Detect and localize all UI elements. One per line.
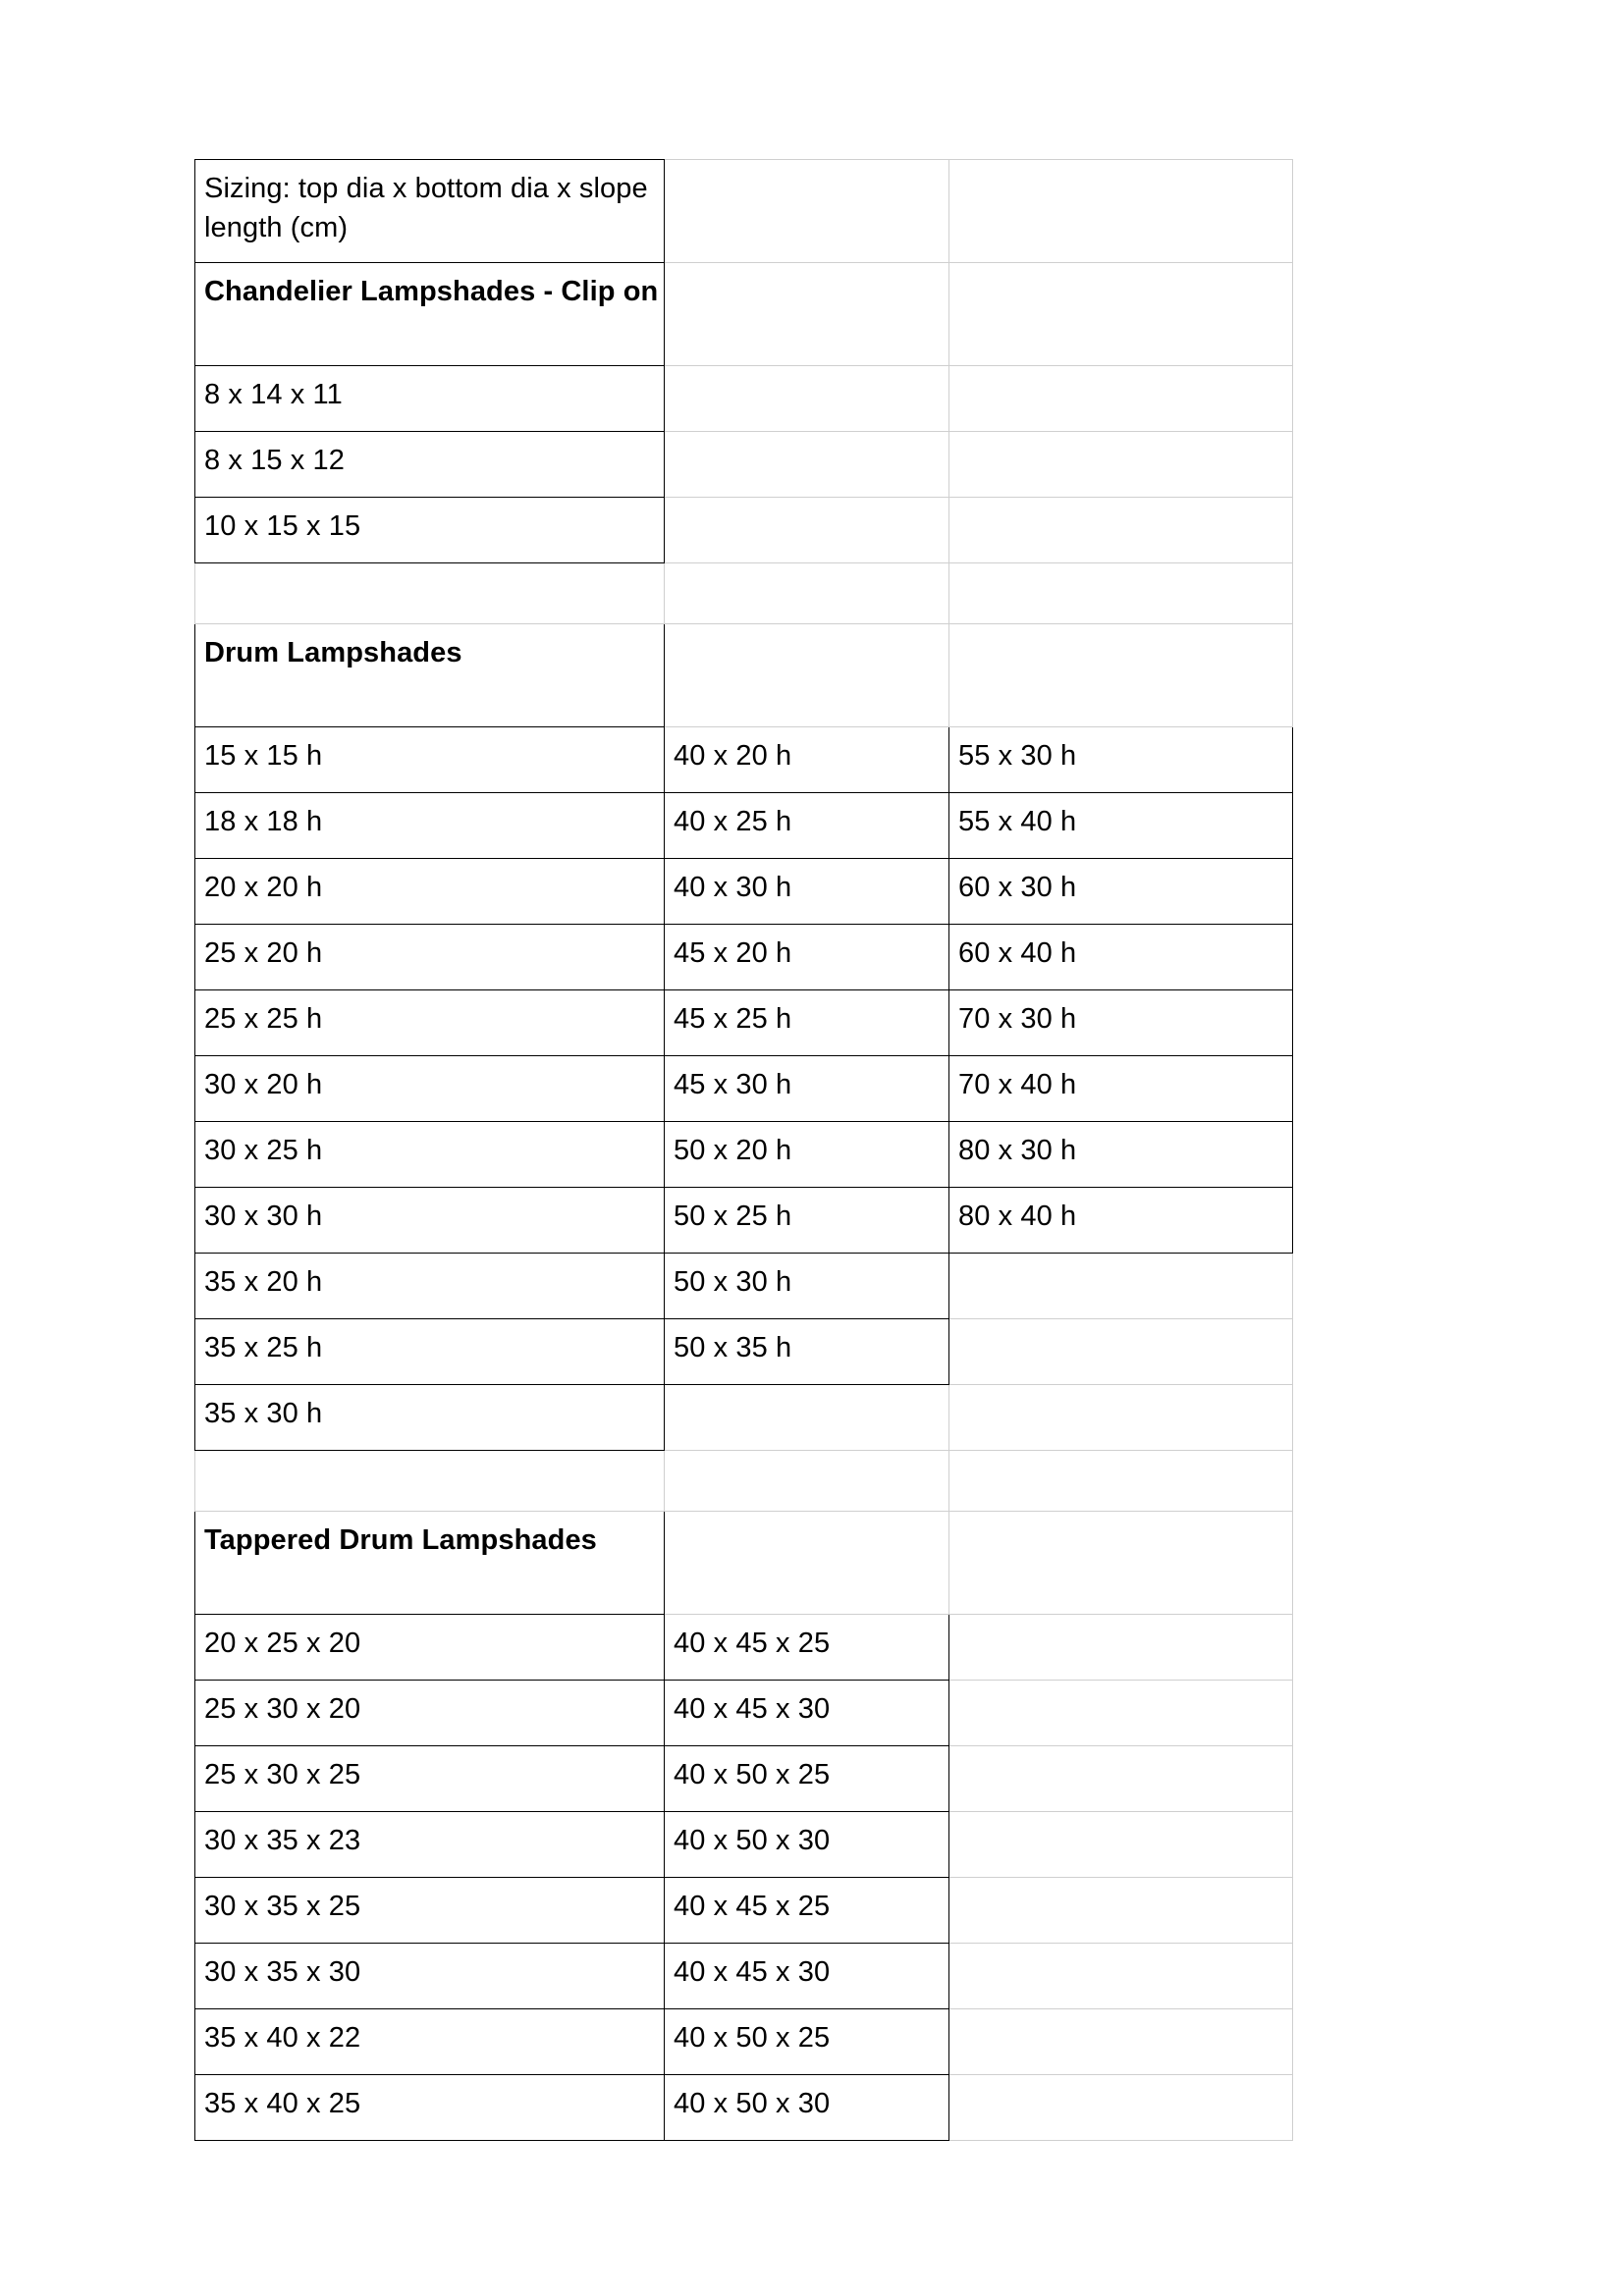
table-row [195,925,1293,990]
cell-text: 40 x 45 x 30 [674,1956,831,1988]
table-row [195,1451,1293,1512]
size-value-cell [665,1056,949,1122]
empty-cell [949,1878,1293,1944]
cell-text: 18 x 18 h [204,806,323,837]
size-value-cell [665,727,949,793]
cell-text: 30 x 30 h [204,1201,323,1232]
size-value-cell [665,1746,949,1812]
table-row [195,1056,1293,1122]
size-value-cell [665,793,949,859]
table-row [195,1319,1293,1385]
table-row [195,1878,1293,1944]
size-value-cell [195,793,665,859]
table-row [195,498,1293,563]
table-row [195,1254,1293,1319]
empty-cell [949,2075,1293,2141]
cell-text: 40 x 30 h [674,872,792,903]
table-row [195,160,1293,263]
size-value-cell [195,366,665,432]
sizing-note-cell [949,160,1293,263]
table-row [195,793,1293,859]
empty-cell [665,366,949,432]
size-value-cell [195,1385,665,1451]
size-value-cell [665,1254,949,1319]
empty-cell [949,1254,1293,1319]
section-header-cell [195,624,665,727]
spacer-cell [949,563,1293,624]
size-value-cell [949,727,1293,793]
cell-text: 40 x 50 x 30 [674,2088,831,2119]
cell-text: 50 x 20 h [674,1135,792,1166]
size-value-cell [195,2009,665,2075]
cell-text: 15 x 15 h [204,740,323,772]
size-value-cell [949,1188,1293,1254]
empty-cell [665,498,949,563]
cell-text: 40 x 45 x 25 [674,1628,831,1659]
cell-text: 80 x 30 h [958,1135,1077,1166]
size-value-cell [949,990,1293,1056]
cell-text: 8 x 14 x 11 [204,379,343,410]
cell-text: Tappered Drum Lampshades [204,1524,597,1556]
size-value-cell [949,1056,1293,1122]
table-row [195,432,1293,498]
section-header-cell [665,263,949,366]
size-value-cell [949,925,1293,990]
size-value-cell [665,1944,949,2009]
cell-text: 40 x 45 x 30 [674,1693,831,1725]
spacer-cell [665,1451,949,1512]
sizing-note-cell [665,160,949,263]
table-row [195,1385,1293,1451]
cell-text: 80 x 40 h [958,1201,1077,1232]
empty-cell [949,366,1293,432]
size-value-cell [195,2075,665,2141]
size-value-cell [665,1122,949,1188]
cell-text: 40 x 50 x 25 [674,1759,831,1790]
cell-text: 45 x 20 h [674,937,792,969]
size-value-cell [949,1122,1293,1188]
size-value-cell [195,727,665,793]
size-value-cell [195,1746,665,1812]
table-row [195,859,1293,925]
empty-cell [949,1746,1293,1812]
size-value-cell [665,1878,949,1944]
cell-text: Drum Lampshades [204,637,462,668]
section-header-cell [949,624,1293,727]
size-value-cell [195,1254,665,1319]
cell-text: 35 x 30 h [204,1398,323,1429]
empty-cell [949,1944,1293,2009]
empty-cell [949,498,1293,563]
section-header-cell [195,263,665,366]
cell-text: 40 x 25 h [674,806,792,837]
empty-cell [949,2009,1293,2075]
table-row [195,624,1293,727]
table-row [195,1615,1293,1681]
size-value-cell [195,1878,665,1944]
cell-text: 30 x 35 x 30 [204,1956,361,1988]
size-value-cell [195,925,665,990]
table-row [195,366,1293,432]
table-row [195,2009,1293,2075]
size-value-cell [665,925,949,990]
size-value-cell [665,2009,949,2075]
size-value-cell [949,793,1293,859]
cell-text: 25 x 25 h [204,1003,323,1035]
empty-cell [949,1385,1293,1451]
table-row [195,263,1293,366]
section-header-cell [195,1512,665,1615]
cell-text: 45 x 25 h [674,1003,792,1035]
cell-text: 40 x 45 x 25 [674,1891,831,1922]
cell-text: 55 x 30 h [958,740,1077,772]
cell-text: 70 x 30 h [958,1003,1077,1035]
size-value-cell [665,1812,949,1878]
lampshade-sizing-table [194,159,1293,2141]
cell-text: 10 x 15 x 15 [204,510,361,542]
cell-text: 60 x 30 h [958,872,1077,903]
size-value-cell [665,2075,949,2141]
size-value-cell [195,1812,665,1878]
table-row [195,1944,1293,2009]
spacer-cell [195,1451,665,1512]
size-value-cell [665,990,949,1056]
cell-text: 30 x 35 x 23 [204,1825,361,1856]
cell-text: 20 x 20 h [204,872,323,903]
cell-text: 35 x 20 h [204,1266,323,1298]
cell-text: 20 x 25 x 20 [204,1628,361,1659]
empty-cell [949,1319,1293,1385]
cell-text: 50 x 25 h [674,1201,792,1232]
sizing-note-cell [195,160,665,263]
cell-text: 70 x 40 h [958,1069,1077,1100]
cell-text: 35 x 40 x 25 [204,2088,361,2119]
size-value-cell [665,1615,949,1681]
section-header-cell [949,263,1293,366]
cell-text: 50 x 30 h [674,1266,792,1298]
cell-text: Sizing: top dia x bottom dia x slope length (cm) [204,173,648,244]
size-value-cell [195,432,665,498]
spacer-cell [665,563,949,624]
table-row [195,1188,1293,1254]
size-value-cell [195,1188,665,1254]
table-body [195,160,1293,2141]
cell-text: 25 x 20 h [204,937,323,969]
cell-text: 35 x 40 x 22 [204,2022,361,2054]
size-value-cell [665,1319,949,1385]
table-row [195,727,1293,793]
table-row [195,563,1293,624]
cell-text: 45 x 30 h [674,1069,792,1100]
size-value-cell [195,1944,665,2009]
size-value-cell [195,1056,665,1122]
empty-cell [949,1681,1293,1746]
cell-text: 8 x 15 x 12 [204,445,345,476]
cell-text: 55 x 40 h [958,806,1077,837]
cell-text: 30 x 20 h [204,1069,323,1100]
table-row [195,2075,1293,2141]
empty-cell [949,1812,1293,1878]
table-row [195,1512,1293,1615]
table-row [195,1746,1293,1812]
cell-text: 35 x 25 h [204,1332,323,1363]
spacer-cell [949,1451,1293,1512]
size-value-cell [195,1681,665,1746]
size-value-cell [195,990,665,1056]
cell-text: 40 x 50 x 30 [674,1825,831,1856]
cell-text: 50 x 35 h [674,1332,792,1363]
size-value-cell [665,1188,949,1254]
spacer-cell [195,563,665,624]
section-header-cell [665,624,949,727]
size-value-cell [665,1681,949,1746]
size-value-cell [949,859,1293,925]
size-value-cell [195,498,665,563]
cell-text: 60 x 40 h [958,937,1077,969]
size-value-cell [195,1122,665,1188]
cell-text: 25 x 30 x 25 [204,1759,361,1790]
cell-text: 40 x 50 x 25 [674,2022,831,2054]
empty-cell [665,1385,949,1451]
cell-text: Chandelier Lampshades - Clip on [204,276,659,307]
section-header-cell [665,1512,949,1615]
table-row [195,1812,1293,1878]
cell-text: 30 x 25 h [204,1135,323,1166]
empty-cell [949,1615,1293,1681]
section-header-cell [949,1512,1293,1615]
table-row [195,1681,1293,1746]
table-row [195,990,1293,1056]
cell-text: 40 x 20 h [674,740,792,772]
empty-cell [665,432,949,498]
size-value-cell [195,1319,665,1385]
table-row [195,1122,1293,1188]
size-value-cell [195,1615,665,1681]
cell-text: 25 x 30 x 20 [204,1693,361,1725]
empty-cell [949,432,1293,498]
cell-text: 30 x 35 x 25 [204,1891,361,1922]
size-value-cell [665,859,949,925]
size-value-cell [195,859,665,925]
